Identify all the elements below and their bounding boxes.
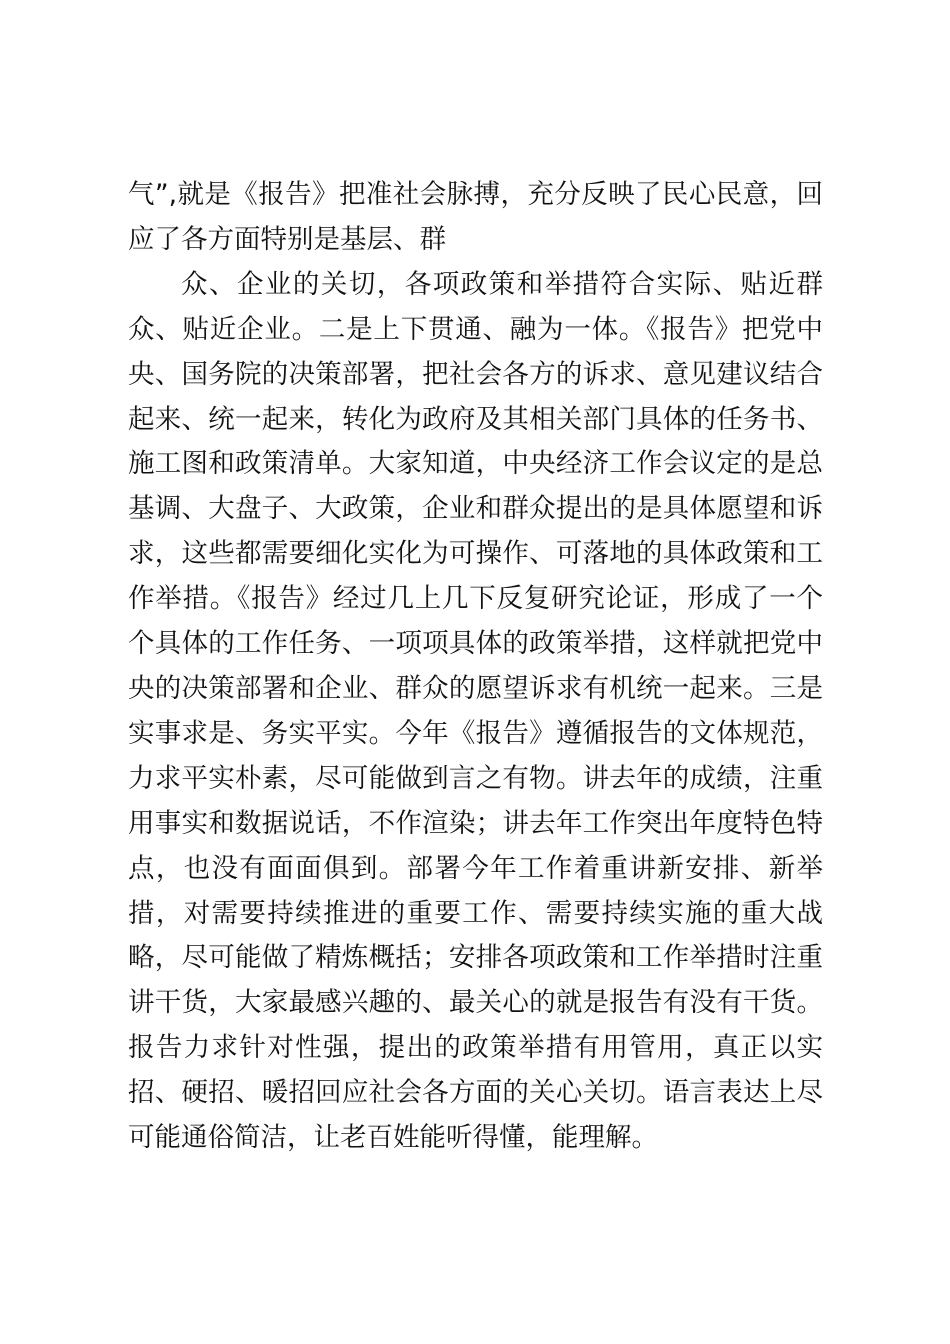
document-body xyxy=(128,173,823,1161)
paragraph-continued: 气”,就是《报告》把准社会脉搏，充分反映了民心民意，回应了各方面特别是基层、群 xyxy=(128,179,823,255)
paragraph-main: 众、企业的关切，各项政策和举措符合实际、贴近群众、贴近企业。二是上下贯通、融为一体。《报告》把党中央、国务院的决策部署，把社会各方的诉求、意见建议结合起来、统一起来，转化为政府及其相关部门具体的任务书、施工图和政策清单。大家知道，中央经济工作会议定的是总基调、大盘子、大政策，企业和群众提出的是具体愿望和诉求，这些都需要细化实化为可操作、可落地的具体政策和工作举措。《报告》经过几上几下反复研究论证，形成了一个个具体的工作任务、一项项具体的政策举措，这样就把党中央的决策部署和企业、群众的愿望诉求有机统一起来。三是实事求是、务实平实。今年《报告》遵循报告的文体规范，力求平实朴素，尽可能做到言之有物。讲去年的成绩，注重用事实和数据说话，不作渲染；讲去年工作突出年度特色特点，也没有面面俱到。部署今年工作着重讲新安排、新举措，对需要持续推进的重要工作、需要持续实施的重大战略，尽可能做了精炼概括；安排各项政策和工作举措时注重讲干货，大家最感兴趣的、最关心的就是报告有没有干货。报告力求针对性强，提出的政策举措有用管用，真正以实招、硬招、暖招回应社会各方面的关心关切。语言表达上尽可能通俗简洁，让老百姓能听得懂，能理解。 xyxy=(128,268,823,1154)
